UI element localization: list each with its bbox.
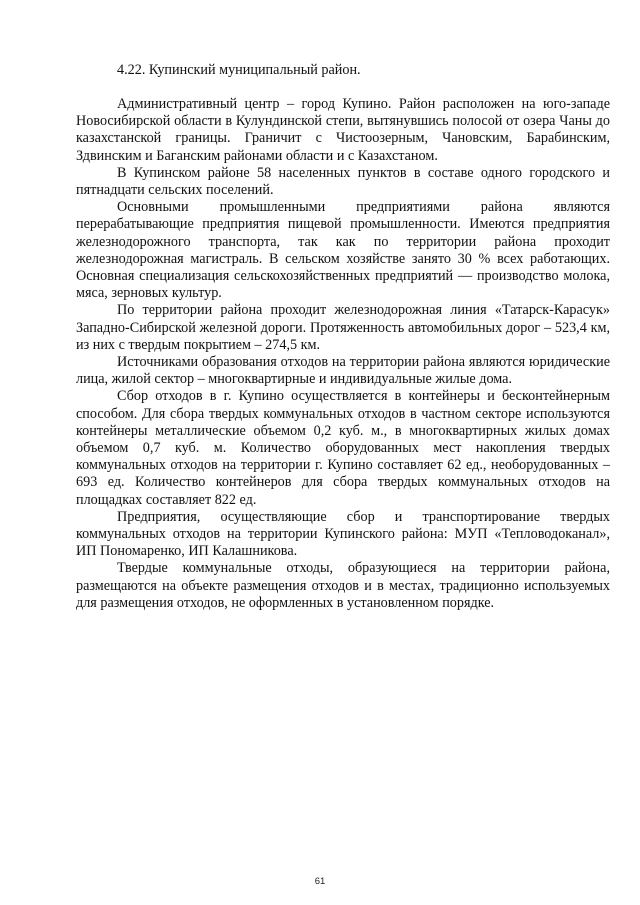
section-heading: 4.22. Купинский муниципальный район.	[117, 62, 361, 78]
body-text	[76, 96, 610, 612]
page-number: 61	[314, 876, 326, 887]
paragraph-waste-disposal: Твердые коммунальные отходы, образующиеся на территории района, размещаются на объекте размещения отходов и в местах, традиционно используемых для размещения отходов, не оформленных в установленном порядке.	[76, 560, 610, 611]
paragraph-industry: Основными промышленными предприятиями района являются перерабатывающие предприятия пищевой промышленности. Имеются предприятия железнодорожного транспорта, так как по территории района проходит железнодорожная магистраль. В сельском хозяйстве занято 30 % всех работающих. Основная специализация сельскохозяйственных предприятий — производство молока, мяса, зерновых культур.	[76, 199, 610, 302]
paragraph-transport: По территории района проходит железнодорожная линия «Татарск-Карасук» Западно-Сибирской железной дороги. Протяженность автомобильных дорог – 523,4 км, из них с твердым покрытием – 274,5 км.	[76, 302, 610, 353]
paragraph-waste-companies: Предприятия, осуществляющие сбор и транспортирование твердых коммунальных отходов на территории Купинского района: МУП «Тепловодоканал», ИП Пономаренко, ИП Калашникова.	[76, 508, 610, 560]
paragraph-waste-collection: Сбор отходов в г. Купино осуществляется в контейнеры и бесконтейнерным способом. Для сбора твердых коммунальных отходов в частном секторе используются контейнеры металлические объемом 0,2 куб. м., в многоквартирных жилых домах объемом 0,7 куб. м. Количество оборудованных мест накопления твердых коммунальных отходов на территории г. Купино составляет 62 ед., необорудованных – 693 ед. Количество контейнеров для сбора твердых коммунальных отходов на площадках составляет 822 ед.	[76, 388, 610, 508]
document-page	[76, 0, 610, 905]
paragraph-administrative-center: Административный центр – город Купино. Район расположен на юго-западе Новосибирской области в Кулундинской степи, вытянувшись полосой от озера Чаны до казахстанской границы. Граничит с Чистоозерным, Чановским, Барабинским, Здвинским и Баганским районами области и с Казахстаном.	[76, 96, 610, 164]
paragraph-waste-sources: Источниками образования отходов на территории района являются юридические лица, жилой сектор – многоквартирные и индивидуальные жилые дома.	[76, 354, 610, 388]
paragraph-settlements: В Купинском районе 58 населенных пунктов в составе одного городского и пятнадцати сельских поселений.	[76, 164, 610, 199]
